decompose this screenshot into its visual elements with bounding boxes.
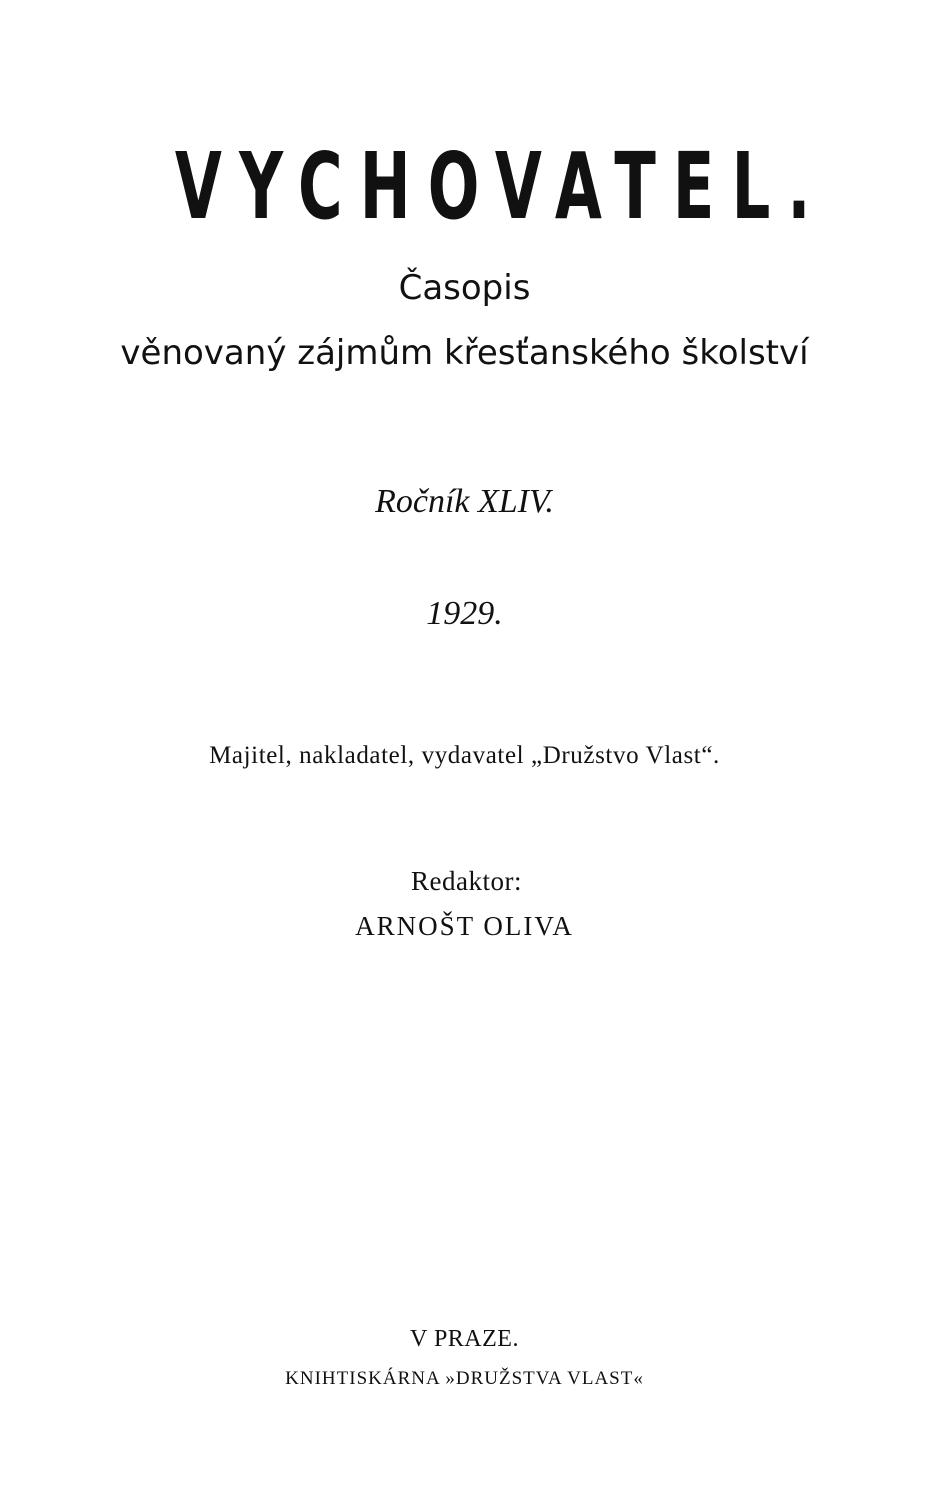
owner-publisher-line: Majitel, nakladatel, vydavatel „Družstvo Vlast“. bbox=[209, 742, 720, 769]
journal-masthead: VYCHOVATEL. bbox=[174, 133, 828, 240]
publication-year: 1929. bbox=[426, 595, 503, 632]
publication-place: V PRAZE. bbox=[410, 1326, 519, 1352]
editor-label: Redaktor: bbox=[411, 866, 522, 896]
printer-imprint: KNIHTISKÁRNA »DRUŽSTVA VLAST« bbox=[285, 1368, 644, 1389]
subtitle-line-2: věnovaný zájmům křesťanského školství bbox=[120, 333, 809, 373]
subtitle-line-1: Časopis bbox=[398, 268, 531, 308]
volume-number: Ročník XLIV. bbox=[375, 483, 554, 520]
editor-name: ARNOŠT OLIVA bbox=[355, 911, 574, 941]
